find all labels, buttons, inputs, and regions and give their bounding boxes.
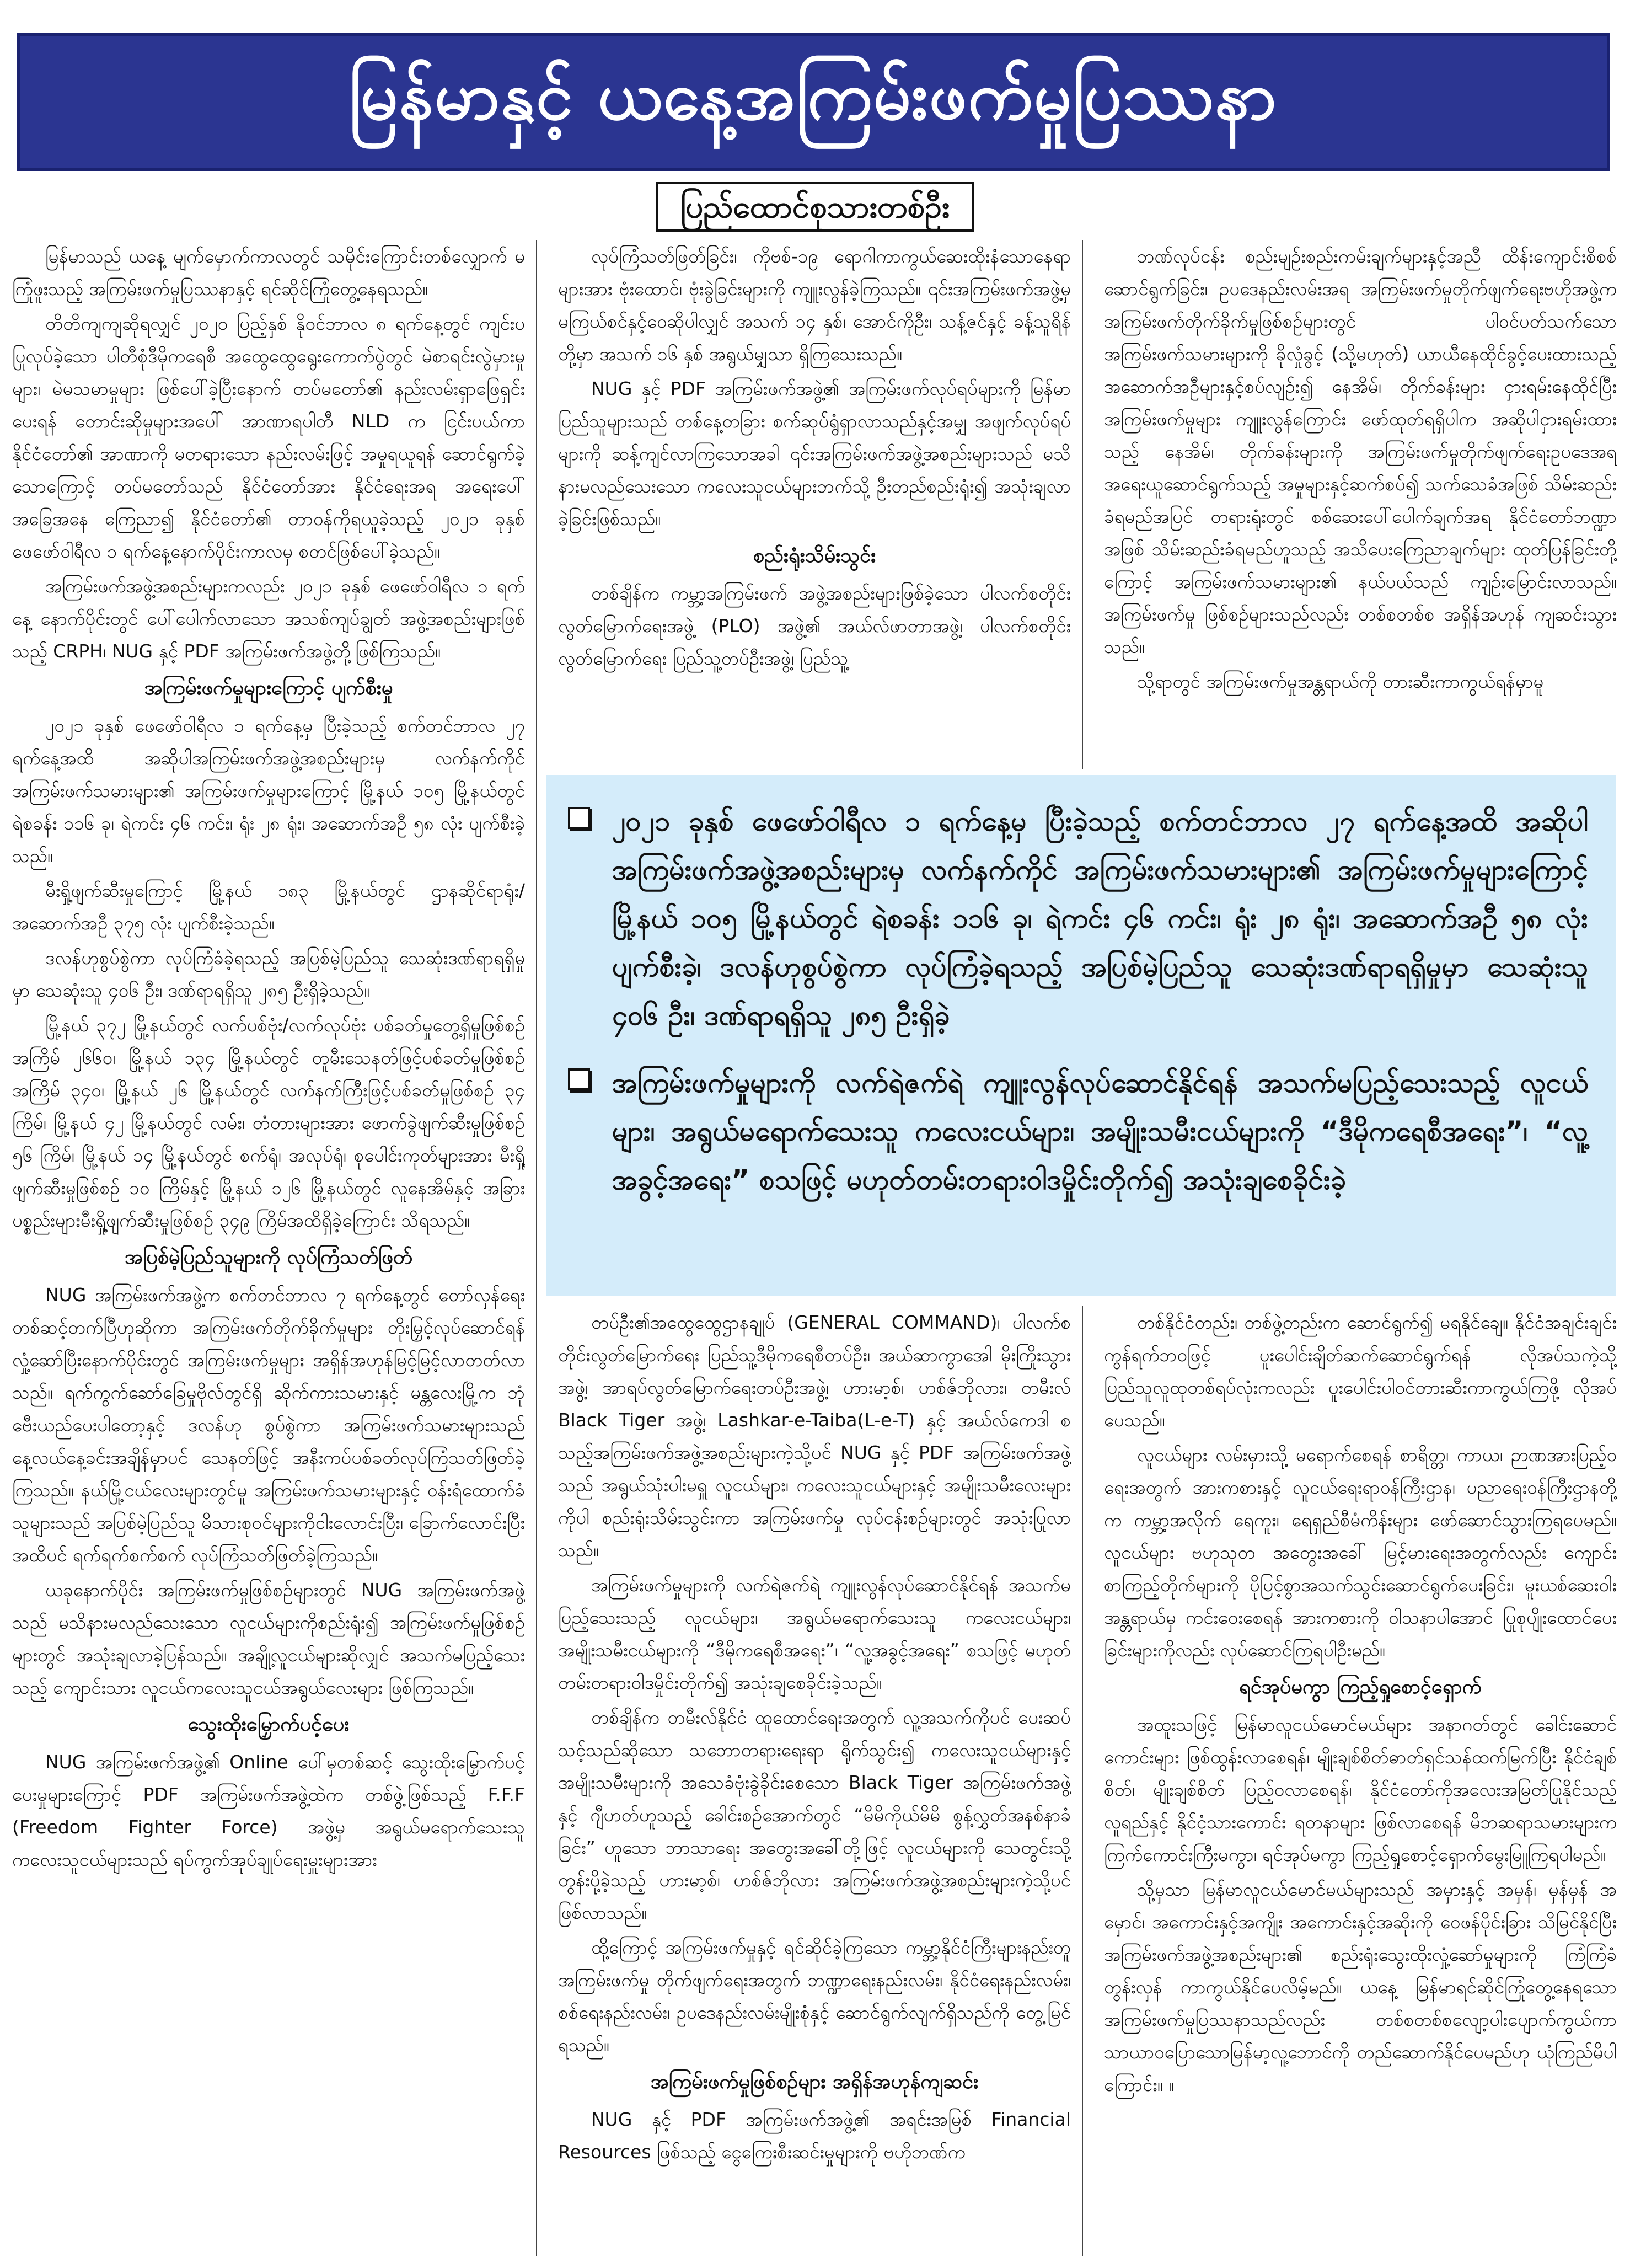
paragraph: တစ်ချိန်က တမီးလ်နိုင်ငံ ထူထောင်ရေးအတွက် လူ့အသက်ကိုပင် ပေးဆပ်သင့်သည်ဆိုသော သဘောတရားရေးရာ ရိုက်သွင်း၍ ကလေးသူငယ်များနှင့် အမျိုးသမီးများကို အသေခံဗုံးခွဲခိုင်းစေသော Black Tiger အကြမ်းဖက်အဖွဲ့နှင့် ဂျီဟတ်ဟူသည့် ခေါင်းစဉ်အောက်တွင် “မိမိကိုယ်မိမိ စွန့်လွှတ်အနစ်နာခံခြင်း” ဟူသော ဘာသာရေး အတွေးအခေါ်တို့ဖြင့် လူငယ်များကို သေတွင်းသို့ တွန်းပို့ခဲ့သည့် ဟားမာ့စ်၊ ဟစ်ဇ်ဘိုလား အကြမ်းဖက်အဖွဲ့အစည်းများကဲ့သို့ပင် ဖြစ်လာသည်။	[558, 1707, 1071, 1923]
paragraph: အထူးသဖြင့် မြန်မာလူငယ်မောင်မယ်များ အနာဂတ်တွင် ခေါင်းဆောင်ကောင်းများ ဖြစ်ထွန်းလာစေရန်၊ မျိုးချစ်စိတ်ဓာတ်ရှင်သန်ထက်မြက်ပြီး နိုင်ငံချစ်စိတ်၊ မျိုးချစ်စိတ် ပြည့်ဝလာစေရန်၊ နိုင်ငံတော်ကိုအလေးအမြတ်ပြုနိုင်သည့် လူရည်နှင့် နိုင်ငံ့သားကောင်း ရတနာများ ဖြစ်လာစေရန် မိဘဆရာသမားများက ကြက်ကောင်းကြီးမကွာ၊ ရင်အုပ်မကွာ ကြည့်ရှုစောင့်ရှောက်မွေးမြူကြရပါမည်။	[1104, 1714, 1617, 1865]
paragraph: ဘဏ်လုပ်ငန်း စည်းမျဉ်းစည်းကမ်းချက်များနှင့်အညီ ထိန်းကျောင်းစိစစ်ဆောင်ရွက်ခြင်း၊ ဥပဒေနည်းလမ်းအရ အကြမ်းဖက်မှုတိုက်ဖျက်ရေးဗဟိုအဖွဲ့က အကြမ်းဖက်တိုက်ခိုက်မှုဖြစ်စဉ်များတွင် ပါဝင်ပတ်သက်သော အကြမ်းဖက်သမားများကို ခိုလှုံခွင့် (သို့မဟုတ်) ယာယီနေထိုင်ခွင့်ပေးထားသည့် အဆောက်အဦများနှင့်စပ်လျဉ်း၍ နေအိမ်၊ တိုက်ခန်းများ ငှားရမ်းနေထိုင်ပြီး အကြမ်းဖက်မှုများ ကျူးလွန်ကြောင်း ဖော်ထုတ်ရရှိပါက အဆိုပါငှားရမ်းထားသည့် နေအိမ်၊ တိုက်ခန်းများကို အကြမ်းဖက်မှုတိုက်ဖျက်ရေးဥပဒေအရ အရေးယူဆောင်ရွက်သည့် အမှုများနှင့်ဆက်စပ်၍ သက်သေခံအဖြစ် သိမ်းဆည်းခံရမည်အပြင် တရားရုံးတွင် စစ်ဆေးပေါ်ပေါက်ချက်အရ နိုင်ငံတော်ဘဏ္ဍာအဖြစ် သိမ်းဆည်းခံရမည်ဟူသည့် အသိပေးကြေညာချက်များ ထုတ်ပြန်ခြင်းတို့ကြောင့် အကြမ်းဖက်သမားများ၏ နယ်ပယ်သည် ကျဉ်းမြောင်းလာသည်။ အကြမ်းဖက်မှု ဖြစ်စဉ်များသည်လည်း တစ်စတစ်စ အရှိန်အဟုန် ကျဆင်းသွားသည်။	[1104, 245, 1617, 657]
paragraph: NUG နှင့် PDF အကြမ်းဖက်အဖွဲ့၏ အရင်းအမြစ် Financial Resources ဖြစ်သည့် ငွေကြေးစီးဆင်းမှုများကို ဗဟိုဘဏ်က	[558, 2109, 1071, 2163]
paragraph: တစ်ချိန်က ကမ္ဘာ့အကြမ်းဖက် အဖွဲ့အစည်းများဖြစ်ခဲ့သော ပါလက်စတိုင်းလွတ်မြောက်ရေးအဖွဲ့ (PLO) အဖွဲ့၏ အယ်လ်ဖာတာအဖွဲ့၊ ပါလက်စတိုင်းလွတ်မြောက်ရေး ပြည်သူ့တပ်ဦးအဖွဲ့၊ ပြည်သူ့	[558, 582, 1071, 669]
paragraph: မီးရှို့ဖျက်ဆီးမှုကြောင့် မြို့နယ် ၁၈၃ မြို့နယ်တွင် ဌာနဆိုင်ရာရုံး/အဆောက်အဦ ၃၇၅ လုံး ပျက်စီးခဲ့သည်။	[12, 880, 525, 934]
paragraph: ဒလန်ဟုစွပ်စွဲကာ လုပ်ကြံခံခဲ့ရသည့် အပြစ်မဲ့ပြည်သူ သေဆုံးဒဏ်ရာရရှိမှုမှာ သေဆုံးသူ ၄၀၆ ဦး၊ ဒဏ်ရာရရှိသူ ၂၈၅ ဦးရှိခဲ့သည်။	[12, 947, 525, 1001]
highlight-text: ၂၀၂၁ ခုနှစ် ဖေဖော်ဝါရီလ ၁ ရက်နေ့မှ ပြီးခဲ့သည့် စက်တင်ဘာလ ၂၇ ရက်နေ့အထိ အဆိုပါအကြမ်းဖက်အဖွဲ့အစည်းများမှ လက်နက်ကိုင် အကြမ်းဖက်သမားများ၏ အကြမ်းဖက်မှုများကြောင့် မြို့နယ် ၁၀၅ မြို့နယ်တွင် ရဲစခန်း ၁၁၆ ခု၊ ရဲကင်း ၄၆ ကင်း၊ ရုံး ၂၈ ရုံး၊ အဆောက်အဦ ၅၈ လုံး ပျက်စီးခဲ့၊ ဒလန်ဟုစွပ်စွဲကာ လုပ်ကြံခဲ့ရသည့် အပြစ်မဲ့ပြည်သူ သေဆုံးဒဏ်ရာရရှိမှုမှာ သေဆုံးသူ ၄၀၆ ဦး၊ ဒဏ်ရာရရှိသူ ၂၈၅ ဦးရှိခဲ့	[612, 805, 1588, 1031]
article-title: မြန်မာနှင့် ယနေ့အကြမ်းဖက်မှုပြဿနာ	[349, 57, 1278, 135]
section-heading: အကြမ်းဖက်မှုများကြောင့် ပျက်စီးမှု	[144, 677, 393, 699]
paragraph: ယခုနောက်ပိုင်း အကြမ်းဖက်မှုဖြစ်စဉ်များတွင် NUG အကြမ်းဖက်အဖွဲ့သည် မသိနားမလည်သေးသော လူငယ်များကိုစည်းရုံး၍ အကြမ်းဖက်မှုဖြစ်စဉ်များတွင် အသုံးချလာခဲ့ပြန်သည်။ အချို့လူငယ်များဆိုလျှင် အသက်မပြည့်သေးသည့် ကျောင်းသား လူငယ်ကလေးသူငယ်အရွယ်လေးများ ဖြစ်ကြသည်။	[12, 1579, 525, 1698]
section-heading: အပြစ်မဲ့ပြည်သူများကို လုပ်ကြံသတ်ဖြတ်	[125, 1246, 412, 1269]
column-divider-1	[536, 240, 537, 2256]
title-banner	[17, 33, 1610, 171]
paragraph: ၂၀၂၁ ခုနှစ် ဖေဖော်ဝါရီလ ၁ ရက်နေ့မှ ပြီးခဲ့သည့် စက်တင်ဘာလ ၂၇ ရက်နေ့အထိ အဆိုပါအကြမ်းဖက်အဖွဲ့အစည်းများမှ လက်နက်ကိုင် အကြမ်းဖက်သမားများ၏ အကြမ်းဖက်မှုများကြောင့် မြို့နယ် ၁၀၅ မြို့နယ်တွင် ရဲစခန်း ၁၁၆ ခု၊ ရဲကင်း ၄၆ ကင်း၊ ရုံး ၂၈ ရုံး၊ အဆောက်အဦ ၅၈ လုံး ပျက်စီးခဲ့သည်။	[12, 715, 525, 866]
paragraph: သို့ရာတွင် အကြမ်းဖက်မှုအန္တရာယ်ကို တားဆီးကာကွယ်ရန်မှာမူ	[1137, 671, 1544, 692]
section-heading: စည်းရုံးသိမ်းသွင်း	[753, 544, 876, 567]
checkbox-bullet-icon	[568, 807, 590, 829]
column-divider-2-top	[1082, 240, 1083, 769]
column-3-bottom	[1104, 1306, 1617, 2256]
paragraph: မြို့နယ် ၃၇၂ မြို့နယ်တွင် လက်ပစ်ဗုံး/လက်လုပ်ဗုံး ပစ်ခတ်မှုတွေ့ရှိမှုဖြစ်စဉ် အကြိမ် ၂၆၆၀၊ မြို့နယ် ၁၃၄ မြို့နယ်တွင် တူမီးသေနတ်ဖြင့်ပစ်ခတ်မှုဖြစ်စဉ် အကြိမ် ၃၄၀၊ မြို့နယ် ၂၆ မြို့နယ်တွင် လက်နက်ကြီးဖြင့်ပစ်ခတ်မှုဖြစ်စဉ် ၃၄ ကြိမ်၊ မြို့နယ် ၄၂ မြို့နယ်တွင် လမ်း၊ တံတားများအား ဖောက်ခွဲဖျက်ဆီးမှုဖြစ်စဉ် ၅၆ ကြိမ်၊ မြို့နယ် ၁၄ မြို့နယ်တွင် စက်ရုံ၊ အလုပ်ရုံ၊ စုပေါင်းကုတ်များအား မီးရှို့ဖျက်ဆီးမှုဖြစ်စဉ် ၁၀ ကြိမ်နှင့် မြို့နယ် ၁၂၆ မြို့နယ်တွင် လူနေအိမ်နှင့် အခြားပစ္စည်းများမီးရှို့ဖျက်ဆီးမှုဖြစ်စဉ် ၃၄၉ ကြိမ်အထိရှိခဲ့ကြောင်း သိရသည်။	[12, 1014, 525, 1231]
column-1	[12, 240, 525, 2256]
paragraph: တပ်ဦး၏အထွေထွေဌာနချုပ် (GENERAL COMMAND)၊ ပါလက်စတိုင်းလွတ်မြောက်ရေး ပြည်သူ့ဒီမိုကရေစီတပ်ဦး၊ အယ်ဆာကွာအေါ မိုးကြိုးသွားအဖွဲ့၊ အာရပ်လွတ်မြောက်ရေးတပ်ဦးအဖွဲ့၊ ဟားမာ့စ်၊ ဟစ်ဇ်ဘိုလား၊ တမီးလ် Black Tiger အဖွဲ့၊ Lashkar-e-Taiba(L-e-T) နှင့် အယ်လ်ကေဒါ စသည့်အကြမ်းဖက်အဖွဲ့အစည်းများကဲ့သို့ပင် NUG နှင့် PDF အကြမ်းဖက်အဖွဲ့သည် အရွယ်သုံးပါးမရှူ လူငယ်များ၊ ကလေးသူငယ်များနှင့် အမျိုးသမီးလေးများကိုပါ စည်းရုံးသိမ်းသွင်းကာ အကြမ်းဖက်မှု လုပ်ငန်းစဉ်များတွင် အသုံးပြုလာသည်။	[558, 1312, 1071, 1561]
highlight-item	[568, 797, 1588, 1040]
paragraph: အကြမ်းဖက်မှုများကို လက်ရဲဇက်ရဲ ကျူးလွန်လုပ်ဆောင်နိုင်ရန် အသက်မပြည့်သေးသည့် လူငယ်များ၊ အရွယ်မရောက်သေးသူ ကလေးငယ်များ၊ အမျိုးသမီးငယ်များကို “ဒီမိုကရေစီအရေး”၊ “လူ့အခွင့်အရေး” စသဖြင့် မဟုတ်တမ်းတရားဝါဒမှိုင်းတိုက်၍ အသုံးချစေခိုင်းခဲ့သည်။	[558, 1574, 1071, 1693]
section-heading: အကြမ်းဖက်မှုဖြစ်စဉ်များ အရှိန်အဟုန်ကျဆင်း	[650, 2071, 979, 2093]
paragraph: တစ်နိုင်ငံတည်း၊ တစ်ဖွဲ့တည်းက ဆောင်ရွက်၍ မရနိုင်ချေ။ နိုင်ငံအချင်းချင်း ကွန်ရက်ဘဝဖြင့် ပူးပေါင်းချိတ်ဆက်ဆောင်ရွက်ရန် လိုအပ်သကဲ့သို့ ပြည်သူလူထုတစ်ရပ်လုံးကလည်း ပူးပေါင်းပါဝင်တားဆီးကာကွယ်ကြဖို့ လိုအပ်ပေသည်။	[1104, 1312, 1617, 1431]
paragraph: လုပ်ကြံသတ်ဖြတ်ခြင်း၊ ကိုဗစ်-၁၉ ရောဂါကာကွယ်ဆေးထိုးနံသောနေရာများအား ဗုံးထောင်၊ ဗုံးခွဲခြင်းများကို ကျူးလွန်ခဲ့ကြသည်။ ၎င်းအကြမ်းဖက်အဖွဲ့မှ မကြယ်စင်နှင့်ဝေဆိုပါလျှင် အသက် ၁၄ နှစ်၊ အောင်ကိုဦး၊ သန့်ဇင်နှင့် ခန့်သူရိန်တို့မှာ အသက် ၁၆ နှစ် အရွယ်မျှသာ ရှိကြသေးသည်။	[558, 245, 1071, 365]
paragraph: မြန်မာသည် ယနေ့ မျက်မှောက်ကာလတွင် သမိုင်းကြောင်းတစ်လျှောက် မကြုံဖူးသည့် အကြမ်းဖက်မှုပြဿနာနှင့် ရင်ဆိုင်ကြုံတွေ့နေရသည်။	[12, 245, 525, 299]
paragraph: NUG နှင့် PDF အကြမ်းဖက်အဖွဲ့၏ အကြမ်းဖက်လုပ်ရပ်များကို မြန်မာပြည်သူများသည် တစ်နေ့တခြား စက်ဆုပ်ရွံရှာလာသည်နှင့်အမျှ အဖျက်လုပ်ရပ်များကို ဆန့်ကျင်လာကြသောအခါ ၎င်းအကြမ်းဖက်အဖွဲ့အစည်းများသည် မသိနားမလည်သေးသော ကလေးသူငယ်များဘက်သို့ ဦးတည်စည်းရုံး၍ အသုံးချလာခဲ့ခြင်းဖြစ်သည်။	[558, 378, 1071, 529]
paragraph: NUG အကြမ်းဖက်အဖွဲ့၏ Online ပေါ်မှတစ်ဆင့် သွေးထိုးမြှောက်ပင့်ပေးမှုများကြောင့် PDF အကြမ်းဖက်အဖွဲ့ထဲက တစ်ဖွဲ့ဖြစ်သည့် F.F.F (Freedom Fighter Force) အဖွဲ့မှ အရွယ်မရောက်သေးသူ ကလေးသူငယ်များသည် ရပ်ကွက်အုပ်ချုပ်ရေးမှူးများအား	[12, 1751, 525, 1870]
paragraph: သို့မှသာ မြန်မာလူငယ်မောင်မယ်များသည် အမှားနှင့် အမှန်၊ မှန်မှန် အမှောင်၊ အကောင်းနှင့်အကျိုး အကောင်းနှင့်အဆိုးကို ဝေဖန်ပိုင်းခြား သိမြင်နိုင်ပြီး အကြမ်းဖက်အဖွဲ့အစည်းများ၏ စည်းရုံးသွေးထိုးလှုံ့ဆော်မှုများကို ကြံကြံခံတွန်းလှန် ကာကွယ်နိုင်ပေလိမ့်မည်။ ယနေ့ မြန်မာရင်ဆိုင်ကြုံတွေ့နေရသော အကြမ်းဖက်မှုပြဿနာသည်လည်း တစ်စတစ်စလျော့ပါးပျောက်ကွယ်ကာ သာယာဝပြောသောမြန်မာ့လူ့ဘောင်ကို တည်ဆောက်နိုင်ပေမည်ဟု ယုံကြည်မိပါကြောင်း။ ။	[1104, 1879, 1617, 2095]
column-3-top	[1104, 240, 1617, 769]
column-2-bottom	[558, 1306, 1071, 2256]
paragraph: အကြမ်းဖက်အဖွဲ့အစည်းများကလည်း ၂၀၂၁ ခုနှစ် ဖေဖော်ဝါရီလ ၁ ရက်နေ့ နောက်ပိုင်းတွင် ပေါ်ပေါက်လာသော အသစ်ကျပ်ချွတ် အဖွဲ့အစည်းများဖြစ်သည့် CRPH၊ NUG နှင့် PDF အကြမ်းဖက်အဖွဲ့တို့ဖြစ်ကြသည်။	[12, 575, 525, 662]
section-heading: သွေးထိုးမြှောက်ပင့်ပေး	[187, 1713, 350, 1736]
paragraph: လူငယ်များ လမ်းမှားသို့ မရောက်စေရန် စာရိတ္တ၊ ကာယ၊ ဉာဏအားပြည့်ဝရေးအတွက် အားကစားနှင့် လူငယ်ရေးရာဝန်ကြီးဌာန၊ ပညာရေးဝန်ကြီးဌာနတို့က ကမ္ဘာ့အလိုက် ရေကူး၊ ရေရှည်စီမံကိန်းများ ဖော်ဆောင်သွားကြရပေမည်။ လူငယ်များ ဗဟုသုတ အတွေးအခေါ် မြင့်မားရေးအတွက်လည်း ကျောင်းစာကြည့်တိုက်များကို ပိုပြင့်စွာအသက်သွင်းဆောင်ရွက်ပေးခြင်း၊ မူးယစ်ဆေးဝါး အန္တရာယ်မှ ကင်းဝေးစေရန် အားကစားကို ဝါသနာပါအောင် ပြုစုပျိုးထောင်ပေးခြင်းများကိုလည်း လုပ်ဆောင်ကြရပါဦးမည်။	[1104, 1444, 1617, 1661]
paragraph: ထို့ကြောင့် အကြမ်းဖက်မှုနှင့် ရင်ဆိုင်ခဲ့ကြသော ကမ္ဘာ့နိုင်ငံကြီးများနည်းတူ အကြမ်းဖက်မှု တိုက်ဖျက်ရေးအတွက် ဘဏ္ဍာရေးနည်းလမ်း၊ နိုင်ငံရေးနည်းလမ်း၊ စစ်ရေးနည်းလမ်း၊ ဥပဒေနည်းလမ်းမျိုးစုံနှင့် ဆောင်ရွက်လျက်ရှိသည်ကို တွေ့မြင်ရသည်။	[558, 1937, 1071, 2056]
highlight-box	[546, 775, 1616, 1296]
byline-wrap	[0, 182, 1630, 232]
highlight-item	[568, 1058, 1588, 1204]
section-heading: ရင်အုပ်မကွာ ကြည့်ရှုစောင့်ရှောက်	[1239, 1676, 1482, 1698]
byline: ပြည်ထောင်စုသားတစ်ဦး	[656, 182, 974, 232]
paragraph: တိတိကျကျဆိုရလျှင် ၂၀၂၀ ပြည့်နှစ် နိုဝင်ဘာလ ၈ ရက်နေ့တွင် ကျင်းပပြုလုပ်ခဲ့သော ပါတီစုံဒီမိုကရေစီ အထွေထွေရွေးကောက်ပွဲတွင် မဲစာရင်းလွဲမှားမှုများ၊ မဲမသမာမှုများ ဖြစ်ပေါ်ခဲ့ပြီးနောက် တပ်မတော်၏ နည်းလမ်းရှာဖြေရှင်းပေးရန် တောင်းဆိုမှုများအပေါ် အာဏာရပါတီ NLD က ငြင်းပယ်ကာ နိုင်ငံတော်၏ အာဏာကို မတရားသော နည်းလမ်းဖြင့် အမှုရယူရန် ဆောင်ရွက်ခဲ့သောကြောင့် တပ်မတော်သည် နိုင်ငံတော်အား နိုင်ငံရေးအရ အရေးပေါ်အခြေအနေ ကြေညာ၍ နိုင်ငံတော်၏ တာဝန်ကိုရယူခဲ့သည့် ၂၀၂၁ ခုနှစ် ဖေဖော်ဝါရီလ ၁ ရက်နေ့နောက်ပိုင်းကာလမှ စတင်ဖြစ်ပေါ်ခဲ့သည်။	[12, 313, 525, 562]
column-2-top	[558, 240, 1071, 769]
paragraph: NUG အကြမ်းဖက်အဖွဲ့က စက်တင်ဘာလ ၇ ရက်နေ့တွင် တော်လှန်ရေးတစ်ဆင့်တက်ပြီဟုဆိုကာ အကြမ်းဖက်တိုက်ခိုက်မှုများ တိုးမြှင့်လုပ်ဆောင်ရန် လှုံ့ဆော်ပြီးနောက်ပိုင်းတွင် အကြမ်းဖက်မှုများ အရှိန်အဟုန်မြင့်မြင့်လာတတ်လာသည်။ ရက်ကွက်ဆော်ခြေမှုဗိုလ်တွင်ရှိ ဆိုက်ကားသမားနှင့် မန္တလေးမြို့က ဘုံဗေီးယည်ပေးပါတော့နှင့် ဒလန်ဟု စွပ်စွဲကာ အကြမ်းဖက်သမားများသည် နေ့လယ်နေ့ခင်းအချိန်မှာပင် သေနတ်ဖြင့် အနီးကပ်ပစ်ခတ်လုပ်ကြံသတ်ဖြတ်ခဲ့ကြသည်။ နယ်မြို့ငယ်လေးများတွင်မူ အကြမ်းဖက်သမားများနှင့် ဝန်းရံထောက်ခံသူများသည် အပြစ်မဲ့ပြည်သူ မိသားစုဝင်များကိုငါးလောင်းပြီး၊ ခြောက်လောင်းပြီးအထိပင် ရက်ရက်စက်စက် လုပ်ကြံသတ်ဖြတ်ခဲ့ကြသည်။	[12, 1284, 525, 1566]
column-divider-2-bottom	[1082, 1306, 1083, 2256]
highlight-text: အကြမ်းဖက်မှုများကို လက်ရဲဇက်ရဲ ကျူးလွန်လုပ်ဆောင်နိုင်ရန် အသက်မပြည့်သေးသည့် လူငယ်များ၊ အရွယ်မရောက်သေးသူ ကလေးငယ်များ၊ အမျိုးသမီးငယ်များကို “ဒီမိုကရေစီအရေး”၊ “လူ့အခွင့်အရေး” စသဖြင့် မဟုတ်တမ်းတရားဝါဒမှိုင်းတိုက်၍ အသုံးချစေခိုင်းခဲ့	[612, 1067, 1588, 1196]
checkbox-bullet-icon	[568, 1068, 590, 1090]
